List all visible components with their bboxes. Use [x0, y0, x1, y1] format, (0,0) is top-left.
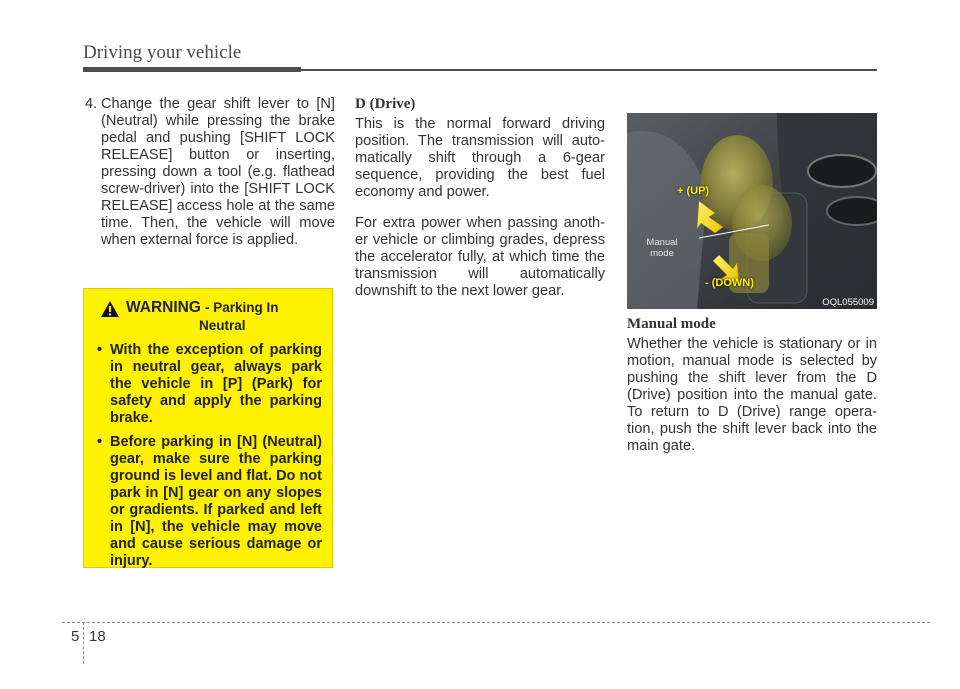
section-heading-drive: D (Drive)	[355, 96, 416, 112]
section-number: 5	[71, 628, 80, 645]
header-rule-thin	[301, 69, 877, 71]
warning-subtitle-2: Neutral	[198, 318, 246, 333]
warning-title: WARNING	[126, 299, 201, 316]
paragraph-manual-mode: Whether the vehicle is stationary or in motion, manual mode is selected by pushing the shift lever from the D (Drive) position into the manual gate. To return to D (Drive) range opera-tion, push the shift lever back into the main gate.	[627, 336, 877, 454]
warning-triangle-icon	[100, 300, 120, 318]
step-4	[85, 96, 335, 249]
paragraph-drive-1: This is the normal forward driving position. The transmission will auto-matically shift through a 6-gear sequence, providing the best fuel economy and power.	[355, 116, 605, 200]
column-middle	[355, 96, 605, 314]
footer-divider	[83, 622, 84, 664]
warning-box	[83, 288, 333, 568]
header-rule-thick	[83, 67, 301, 72]
figure-label-up: + (UP)	[677, 185, 710, 197]
page-header-title: Driving your vehicle	[83, 42, 242, 63]
warning-item: • Before parking in [N] (Neutral) gear, make sure the parking ground is level and flat. Do not park in [N] gear on any slopes or gradients. If parked and left in [N], the vehicle may move and cause serious damage or injury.	[94, 434, 322, 570]
warning-subtitle-1: - Parking In	[204, 300, 279, 315]
step-number: 4.	[85, 96, 98, 112]
figure-label-mode: mode	[650, 248, 674, 259]
paragraph-drive-2: For extra power when passing anoth-er vehicle or climbing grades, depress the accelerator fully, at which time the transmission will automatically downshift to the next lower gear.	[355, 215, 605, 299]
gear-shift-figure	[627, 113, 877, 309]
column-right	[627, 316, 877, 469]
page-number: 18	[89, 628, 106, 645]
step-text: Change the gear shift lever to [N] (Neutral) while pressing the brake pedal and pushing [SHIFT LOCK RELEASE] button or inserting, pressing down a tool (e.g. flathead screw-driver) into the [SHIFT LOCK RELEASE] access hole at the same time. Then, the vehicle will move when external force is applied.	[101, 96, 335, 248]
column-left	[85, 96, 335, 249]
warning-header	[94, 299, 322, 334]
figure-label-manual: Manual	[646, 237, 678, 248]
footer-rule	[62, 622, 930, 623]
section-heading-manual-mode: Manual mode	[627, 316, 716, 332]
figure-code: OQL055009	[822, 297, 874, 308]
figure-label-manual-mode	[632, 237, 692, 259]
figure-label-down: - (DOWN)	[705, 277, 754, 289]
warning-item: • With the exception of parking in neutral gear, always park the vehicle in [P] (Park) for safety and apply the parking brake.	[94, 342, 322, 427]
